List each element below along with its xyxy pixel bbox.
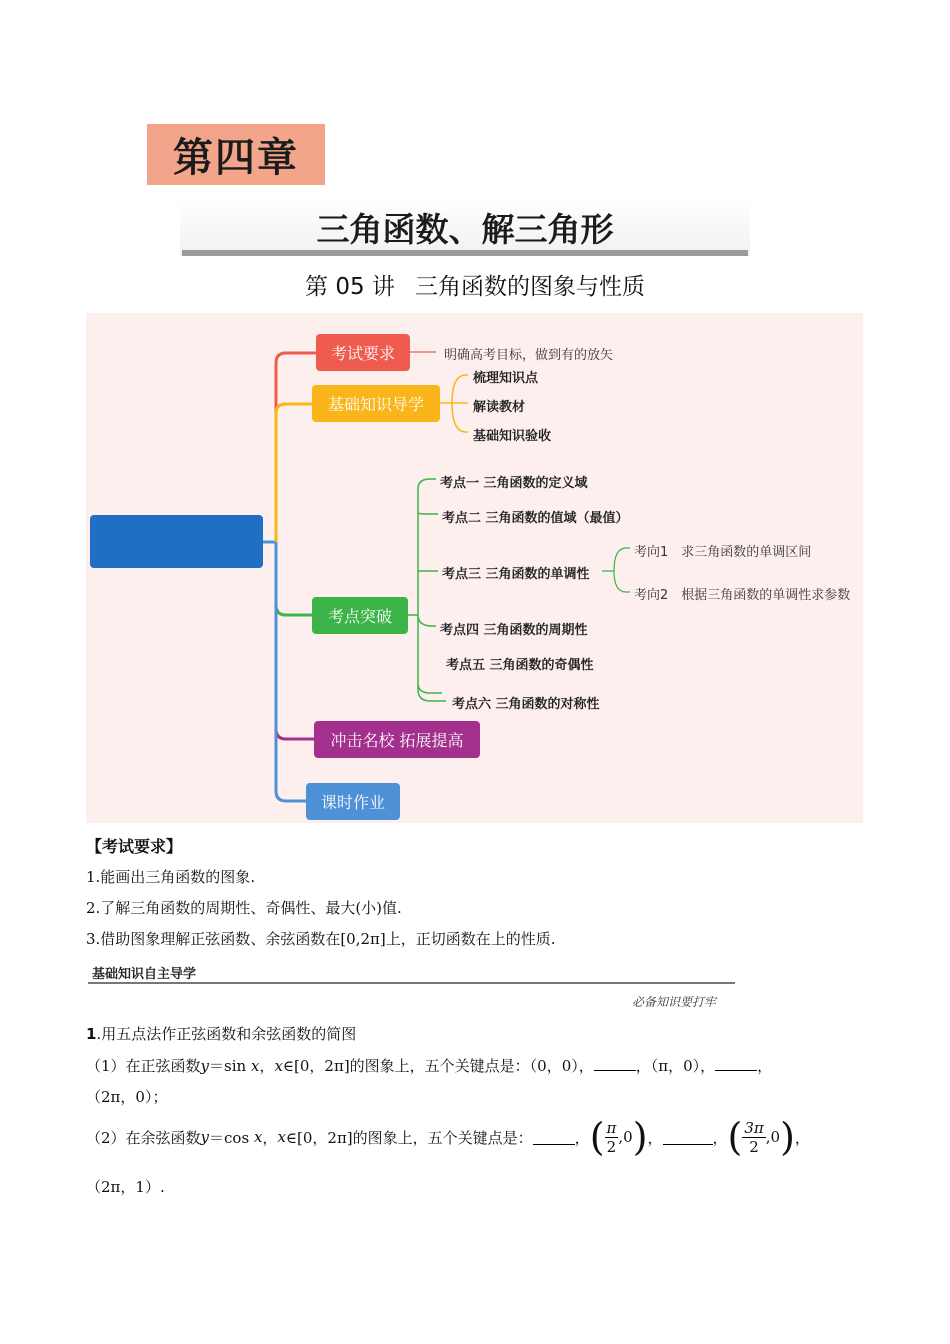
point-item: 考点五 三角函数的奇偶性	[446, 658, 594, 673]
text: ,0	[618, 1128, 633, 1146]
var-y: y	[200, 1057, 210, 1075]
var-x: x	[250, 1057, 260, 1075]
cosine-last-point: （2π，1）.	[86, 1178, 165, 1196]
basic-item: 基础知识验收	[473, 429, 552, 444]
fraction-3pi-over-2	[742, 1119, 765, 1156]
right-paren: )	[780, 1115, 795, 1159]
node-basic-guide: 基础知识导学	[312, 385, 440, 422]
var-x: x	[274, 1057, 283, 1075]
requirement-item: 1.能画出三角函数的图象.	[86, 868, 256, 886]
point-item: 考点六 三角函数的对称性	[452, 697, 600, 712]
point3-sub-item: 考向2 根据三角函数的单调性求参数	[634, 588, 851, 603]
requirement-item: 3.借助图象理解正弦函数、余弦函数在[0,2π]上，正切函数在上的性质.	[86, 930, 556, 948]
requirement-item: 2.了解三角函数的周期性、奇偶性、最大(小)值.	[86, 899, 402, 917]
denominator: 2	[749, 1137, 759, 1156]
cosine-five-points-line	[86, 1113, 810, 1161]
chapter-banner: 三角函数、解三角形	[180, 198, 750, 256]
answer-blank[interactable]	[533, 1130, 575, 1145]
text: （1）在正弦函数	[86, 1057, 201, 1075]
answer-blank[interactable]	[663, 1130, 713, 1145]
right-paren: )	[632, 1115, 648, 1159]
lecture-name: 三角函数的图象与性质	[414, 274, 645, 300]
text: ，	[647, 1128, 663, 1147]
numerator: π	[606, 1118, 617, 1137]
sine-last-point: （2π，0）；	[86, 1088, 168, 1106]
denominator: 2	[606, 1137, 617, 1156]
text: ，	[574, 1128, 590, 1147]
node-exam-requirements: 考试要求	[316, 334, 410, 371]
sine-five-points-line	[86, 1055, 772, 1076]
mindmap-root	[90, 515, 263, 568]
text: ，	[757, 1057, 773, 1075]
numerator: 3π	[744, 1118, 764, 1137]
left-paren: (	[589, 1115, 605, 1159]
var-y: y	[200, 1128, 210, 1146]
point-item: 考点一 三角函数的定义域	[440, 476, 588, 491]
guide-subtitle: 必备知识要打牢	[632, 995, 717, 1009]
text: ＝cos	[209, 1128, 250, 1147]
text: ,0	[765, 1128, 781, 1146]
requirements-heading: 【考试要求】	[86, 837, 183, 856]
text: ∈[0，2π]的图象上，五个关键点是：（0，0），	[282, 1057, 594, 1075]
fraction-pi-over-2	[605, 1119, 619, 1156]
answer-blank[interactable]	[715, 1056, 757, 1071]
text: ，	[259, 1057, 275, 1075]
text: ＝sin	[209, 1057, 247, 1075]
text: ，	[262, 1128, 278, 1147]
node-key-points: 考点突破	[312, 597, 408, 634]
point-item: 考点二 三角函数的值域（最值）	[442, 511, 629, 526]
text: ，	[794, 1128, 810, 1147]
lecture-title	[0, 268, 950, 301]
guide-divider	[88, 982, 735, 984]
left-paren: (	[727, 1115, 743, 1159]
question-number: 1	[86, 1025, 97, 1043]
node-homework: 课时作业	[306, 783, 400, 820]
text: ，	[712, 1128, 728, 1147]
node-elite-extension: 冲击名校 拓展提高	[314, 721, 480, 758]
var-x: x	[253, 1128, 263, 1146]
var-x: x	[277, 1128, 286, 1146]
question-1-title	[86, 1023, 356, 1044]
guide-title: 基础知识自主导学	[92, 967, 197, 982]
answer-blank[interactable]	[594, 1056, 636, 1071]
lecture-number: 第 05 讲	[305, 274, 395, 300]
banner-underline	[182, 250, 748, 256]
text: ∈[0，2π]的图象上，五个关键点是：	[285, 1128, 533, 1147]
point3-sub-item: 考向1 求三角函数的单调区间	[634, 545, 812, 560]
text: （2）在余弦函数	[86, 1128, 201, 1147]
basic-item: 梳理知识点	[473, 371, 539, 386]
point-item: 考点四 三角函数的周期性	[440, 623, 588, 638]
chapter-badge: 第四章	[147, 124, 325, 185]
outline-mindmap	[86, 313, 863, 823]
basic-item: 解读教材	[473, 400, 526, 415]
text: ，（π，0），	[635, 1057, 716, 1075]
question-text: .用五点法作正弦函数和余弦函数的简图	[96, 1025, 357, 1043]
point-item: 考点三 三角函数的单调性	[442, 567, 590, 582]
node-exam-note: 明确高考目标，做到有的放矢	[444, 348, 614, 363]
